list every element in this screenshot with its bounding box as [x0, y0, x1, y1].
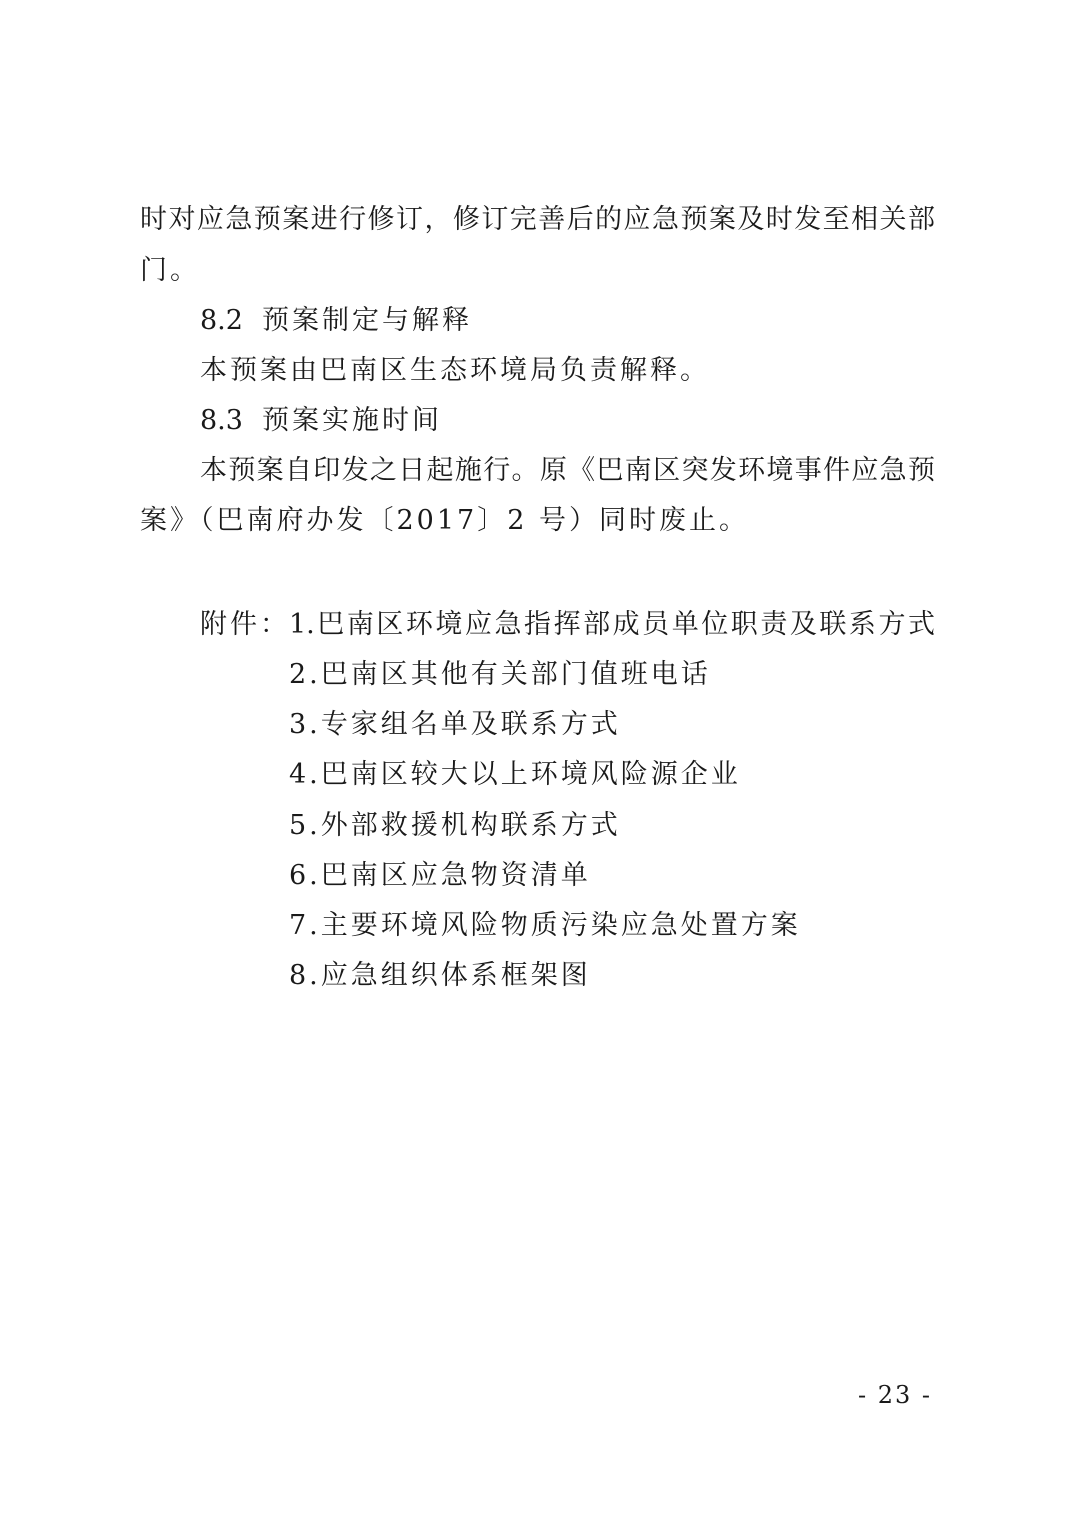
section-heading	[200, 303, 472, 339]
section-heading	[200, 403, 442, 439]
paragraph-line: 案》（巴南府办发〔2017〕2 号）同时废止。	[140, 505, 749, 536]
attachment-label: 附件：	[200, 609, 290, 640]
paragraph-line: 本预案由巴南区生态环境局负责解释。	[200, 355, 710, 386]
attachment-item: 4.巴南区较大以上环境风险源企业	[289, 759, 741, 790]
paragraph-line: 本预案自印发之日起施行。原《巴南区突发环境事件应急预	[200, 455, 935, 486]
attachment-item: 2.巴南区其他有关部门值班电话	[289, 659, 711, 690]
section-title: 预案实施时间	[262, 405, 442, 436]
attachment-item: 5.外部救援机构联系方式	[289, 810, 621, 841]
attachment-item: 8.应急组织体系框架图	[289, 960, 591, 991]
section-number: 8.2	[200, 305, 243, 336]
attachment-item: 1.巴南区环境应急指挥部成员单位职责及联系方式	[289, 609, 935, 640]
attachment-item: 6.巴南区应急物资清单	[289, 860, 591, 891]
paragraph-line: 时对应急预案进行修订，修订完善后的应急预案及时发至相关部	[140, 204, 935, 235]
attachment-item: 7.主要环境风险物质污染应急处置方案	[289, 910, 801, 941]
page-number: - 23 -	[858, 1381, 933, 1409]
section-title: 预案制定与解释	[262, 305, 472, 336]
section-number: 8.3	[200, 405, 243, 436]
attachment-item: 3.专家组名单及联系方式	[289, 709, 621, 740]
paragraph-line: 门。	[140, 255, 200, 286]
